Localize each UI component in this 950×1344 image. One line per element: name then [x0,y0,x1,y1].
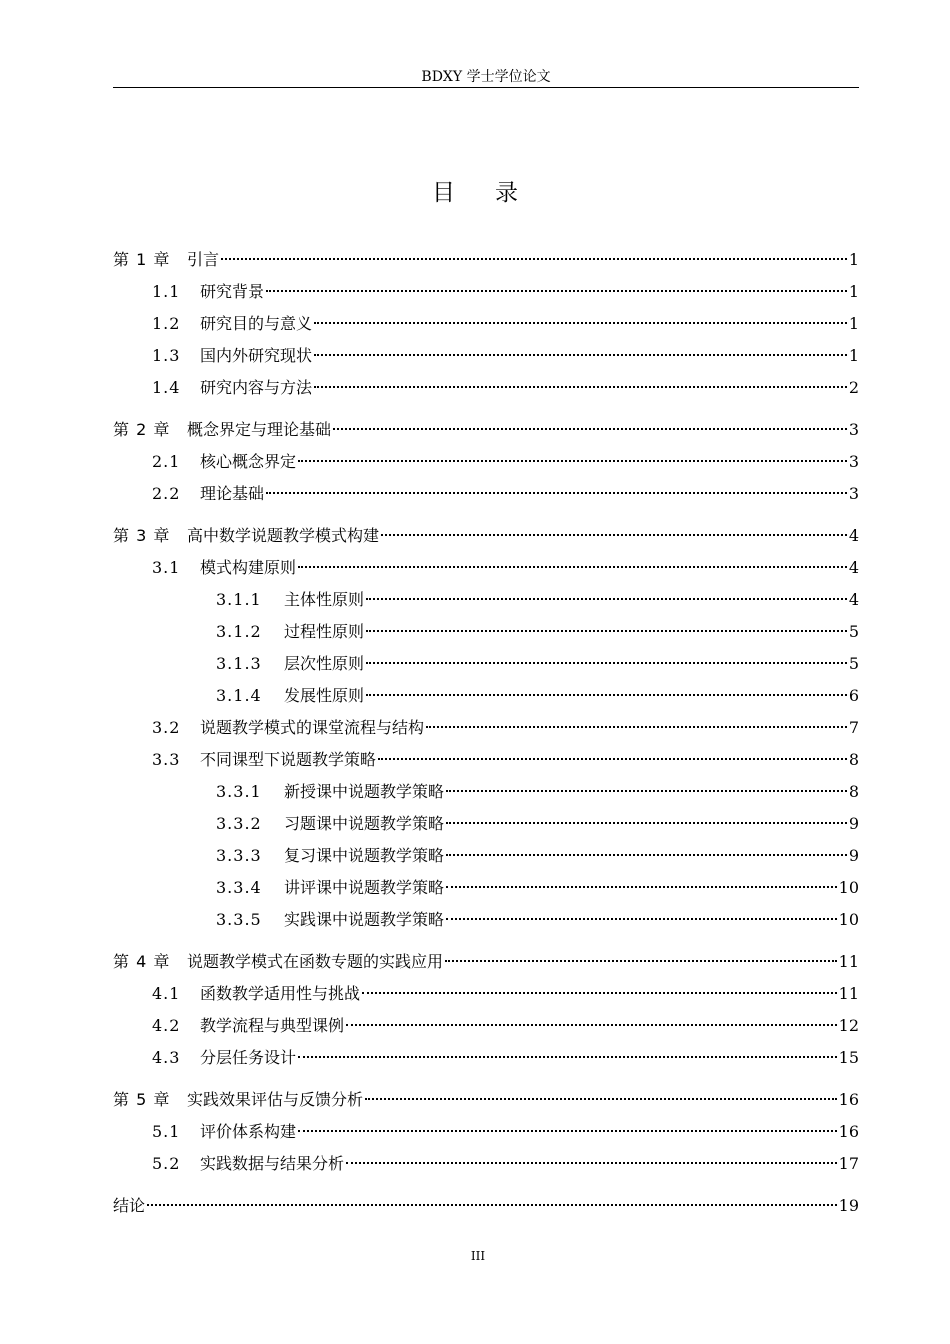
toc-entry-page: 3 [848,452,859,471]
toc-entry-label: 习题课中说题教学策略 [284,814,445,833]
toc-entry-page: 6 [848,686,859,705]
toc-entry-label: 研究内容与方法 [200,378,313,397]
toc-entry-number: 3.2 [152,718,181,737]
toc-entry-number: 3.1.2 [216,622,262,641]
toc-entry[interactable] [113,446,859,478]
toc-entry-label: 实践课中说题教学策略 [284,910,445,929]
toc-entry-label: 复习课中说题教学策略 [284,846,445,865]
toc-entry[interactable] [113,340,859,372]
toc-entry-number: 3.3.5 [216,910,262,929]
toc-entry-number: 2.1 [152,452,181,471]
toc-entry-number: 第 4 章 [113,952,171,971]
toc-entry-page: 10 [838,878,859,897]
dot-leader [147,1204,837,1206]
toc-entry-number: 4.1 [152,984,181,1003]
toc-entry[interactable] [113,1116,859,1148]
toc-entry[interactable] [113,712,859,744]
toc-entry-label: 研究背景 [200,282,265,301]
toc-entry-label: 评价体系构建 [200,1122,297,1141]
toc-entry[interactable] [113,680,859,712]
toc-entry-label: 发展性原则 [284,686,365,705]
toc-entry[interactable] [113,308,859,340]
dot-leader [298,1130,837,1132]
toc-entry-page: 8 [848,782,859,801]
dot-leader [446,918,837,920]
page-number: III [470,1249,486,1263]
toc-entry[interactable] [113,1148,859,1180]
toc-entry[interactable] [113,744,859,776]
dot-leader [378,758,847,760]
toc-entry-number: 4.2 [152,1016,181,1035]
toc-entry[interactable] [113,776,859,808]
dot-leader [366,630,847,632]
toc-entry-page: 4 [848,558,859,577]
toc-entry[interactable] [113,978,859,1010]
dot-leader [346,1162,837,1164]
toc-entry-number: 4.3 [152,1048,181,1067]
toc-entry[interactable] [113,616,859,648]
toc-entry-number: 3.3.3 [216,846,262,865]
toc-entry-label: 说题教学模式的课堂流程与结构 [200,718,425,737]
toc-entry-page: 8 [848,750,859,769]
dot-leader [298,566,847,568]
toc-entry-number: 3.1 [152,558,181,577]
dot-leader [365,1098,837,1100]
toc-entry-page: 4 [848,526,859,545]
toc-entry[interactable] [113,946,859,978]
toc-entry-page: 15 [838,1048,859,1067]
toc-entry-label: 理论基础 [200,484,265,503]
toc-entry[interactable] [113,372,859,404]
toc-entry[interactable] [113,1084,859,1116]
toc-entry-label: 不同课型下说题教学策略 [200,750,377,769]
toc-entry-page: 11 [838,984,859,1003]
toc-entry-label: 概念界定与理论基础 [187,420,332,439]
toc-entry-number: 3.3 [152,750,181,769]
toc-entry-label: 说题教学模式在函数专题的实践应用 [187,952,444,971]
toc-entry-number: 第 2 章 [113,420,171,439]
dot-leader [445,960,837,962]
toc-entry[interactable] [113,872,859,904]
dot-leader [446,886,837,888]
dot-leader [366,598,847,600]
toc-entry-number: 第 1 章 [113,250,171,269]
toc-entry-number: 第 5 章 [113,1090,171,1109]
dot-leader [314,386,847,388]
toc-entry-number: 3.3.2 [216,814,262,833]
toc-entry-number: 5.1 [152,1122,181,1141]
toc-entry[interactable] [113,244,859,276]
toc-entry-label: 新授课中说题教学策略 [284,782,445,801]
toc-entry-page: 4 [848,590,859,609]
toc-entry-page: 1 [848,346,859,365]
dot-leader [446,822,847,824]
toc-entry-page: 17 [838,1154,859,1173]
dot-leader [381,534,847,536]
toc-entry-page: 3 [848,420,859,439]
toc-entry-page: 19 [838,1196,859,1215]
toc-entry-page: 10 [838,910,859,929]
toc-entry-number: 5.2 [152,1154,181,1173]
running-header: BDXY 学士学位论文 [421,69,551,85]
toc-entry-page: 16 [838,1122,859,1141]
toc-entry-label: 实践数据与结果分析 [200,1154,345,1173]
toc-entry-number: 1.3 [152,346,181,365]
toc-entry-page: 3 [848,484,859,503]
dot-leader [298,1056,837,1058]
dot-leader [221,258,847,260]
toc-entry-page: 5 [848,622,859,641]
dot-leader [366,662,847,664]
dot-leader [362,992,837,994]
toc-entry[interactable] [113,414,859,446]
toc-entry[interactable] [113,276,859,308]
dot-leader [366,694,847,696]
toc-entry-number: 第 3 章 [113,526,171,545]
toc-entry[interactable] [113,904,859,936]
toc-entry-label: 实践效果评估与反馈分析 [187,1090,364,1109]
toc-entry-label: 层次性原则 [284,654,365,673]
toc-entry[interactable] [113,1010,859,1042]
toc-entry-number: 3.1.1 [216,590,262,609]
toc-entry-label: 主体性原则 [284,590,365,609]
dot-leader [314,322,847,324]
toc-entry[interactable] [113,840,859,872]
toc-entry-number: 3.1.3 [216,654,262,673]
toc-entry-page: 12 [838,1016,859,1035]
toc-entry-page: 7 [848,718,859,737]
dot-leader [314,354,847,356]
toc-entry-label: 分层任务设计 [200,1048,297,1067]
toc-entry-number: 1.1 [152,282,181,301]
dot-leader [446,790,847,792]
toc-entry-label: 讲评课中说题教学策略 [284,878,445,897]
toc-entry-page: 2 [848,378,859,397]
toc-entry[interactable] [113,648,859,680]
toc-entry-number: 1.4 [152,378,181,397]
dot-leader [426,726,847,728]
toc-entry[interactable] [113,584,859,616]
toc-entry-label: 模式构建原则 [200,558,297,577]
toc-entry-label: 函数教学适用性与挑战 [200,984,361,1003]
toc-entry-number: 3.3.4 [216,878,262,897]
toc-entry[interactable] [113,478,859,510]
toc-entry-label: 国内外研究现状 [200,346,313,365]
toc-entry-page: 5 [848,654,859,673]
toc-entry-label: 研究目的与意义 [200,314,313,333]
toc-entry-page: 16 [838,1090,859,1109]
toc-title: 目录 [432,180,558,206]
dot-leader [333,428,847,430]
header-rule [113,87,859,88]
toc-entry-number: 3.3.1 [216,782,262,801]
toc-entry-number: 2.2 [152,484,181,503]
toc-entry[interactable] [113,520,859,552]
toc-entry-page: 11 [838,952,859,971]
toc-entry[interactable] [113,552,859,584]
toc-entry[interactable] [113,808,859,840]
toc-entry-label: 过程性原则 [284,622,365,641]
toc-entry-label: 核心概念界定 [200,452,297,471]
toc-entry-page: 1 [848,282,859,301]
toc-entry-label: 引言 [187,250,220,269]
dot-leader [346,1024,837,1026]
toc-entry-label: 结论 [113,1196,146,1215]
toc-entry[interactable] [113,1190,859,1222]
toc-entry[interactable] [113,1042,859,1074]
dot-leader [446,854,847,856]
toc-entry-label: 高中数学说题教学模式构建 [187,526,380,545]
toc-entry-page: 9 [848,814,859,833]
toc-entry-label: 教学流程与典型课例 [200,1016,345,1035]
dot-leader [298,460,847,462]
toc-entry-number: 3.1.4 [216,686,262,705]
toc-entry-page: 1 [848,250,859,269]
dot-leader [266,290,847,292]
toc-entry-page: 1 [848,314,859,333]
table-of-contents [113,244,859,1222]
toc-entry-number: 1.2 [152,314,181,333]
toc-entry-page: 9 [848,846,859,865]
dot-leader [266,492,847,494]
